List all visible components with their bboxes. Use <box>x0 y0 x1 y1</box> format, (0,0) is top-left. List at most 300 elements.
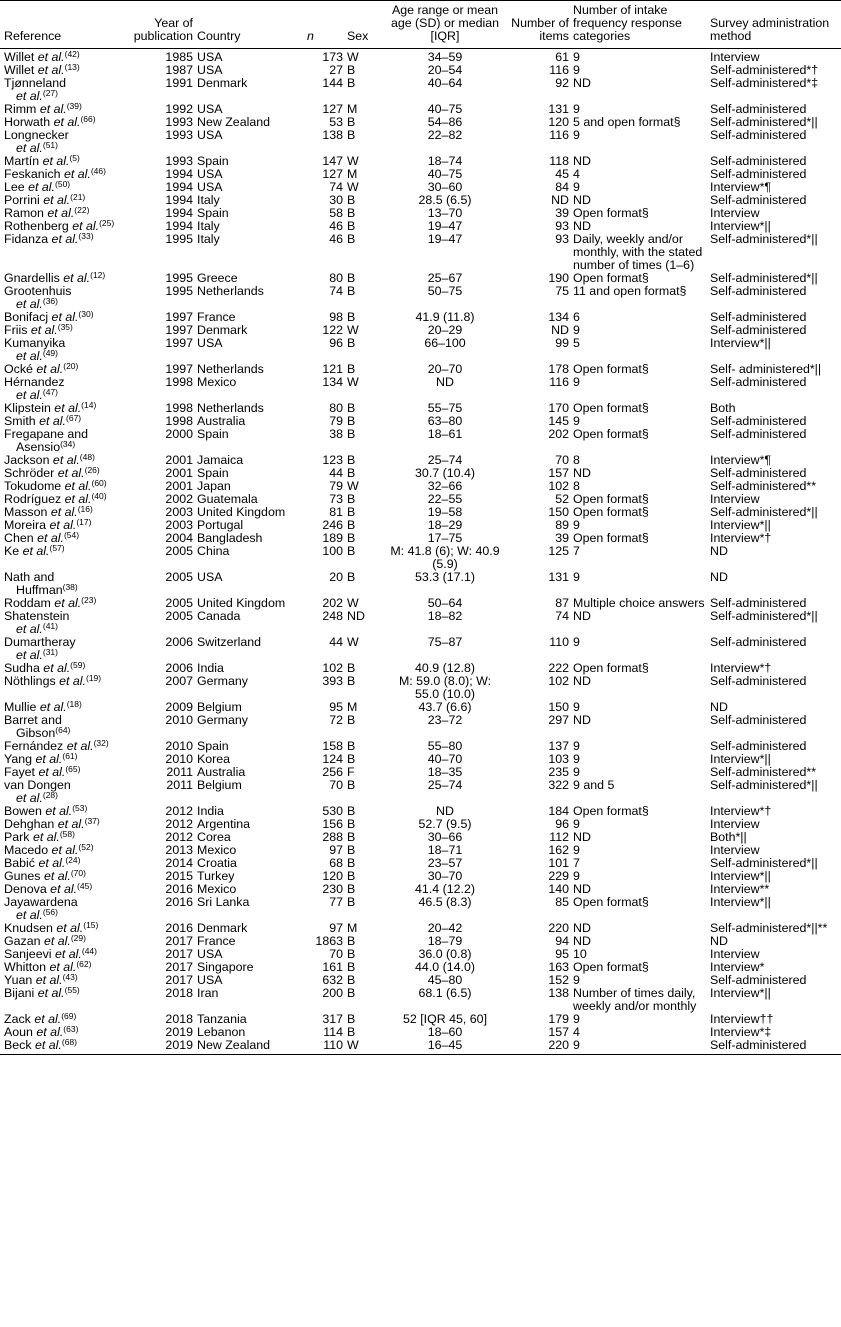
cell-country: New Zealand <box>197 1038 271 1052</box>
cell-frequency: Open format§ <box>573 401 649 415</box>
cell-frequency: 7 <box>573 544 580 558</box>
reference-author: Jackson <box>4 453 50 467</box>
table-body <box>0 49 841 1055</box>
cell-n: 138 <box>322 128 343 142</box>
reference-etal: et al. <box>39 414 67 428</box>
reference-citation: (14) <box>81 400 97 410</box>
reference-etal: et al. <box>37 986 65 1000</box>
reference-author: Yuan <box>4 973 33 987</box>
reference-etal: et al. <box>57 466 85 480</box>
cell-age: 25–74 <box>427 778 463 792</box>
cell-age: ND <box>436 375 454 389</box>
cell-sex: W <box>347 479 359 493</box>
cell-frequency: ND <box>573 466 591 480</box>
cell-frequency: 9 <box>573 323 580 337</box>
cell-frequency: Open format§ <box>573 804 649 818</box>
reference-etal: et al. <box>16 908 43 922</box>
cell-country: Bangladesh <box>197 531 263 545</box>
table-row <box>0 714 841 740</box>
cell-items: 87 <box>555 596 569 610</box>
reference-citation: (69) <box>61 1011 77 1021</box>
cell-method: Self-administered*‡ <box>710 76 819 90</box>
reference-author: Bijani <box>4 986 35 1000</box>
cell-age: 18–82 <box>427 609 463 623</box>
reference-etal: et al. <box>39 700 67 714</box>
reference-citation: (25) <box>99 218 115 228</box>
cell-method: Interview <box>710 817 760 831</box>
reference-etal: et al. <box>50 882 78 896</box>
cell-method: Interview <box>710 947 760 961</box>
cell-age: 28.5 (6.5) <box>418 193 472 207</box>
cell-sex: M <box>347 921 358 935</box>
reference-etal: et al. <box>34 1012 62 1026</box>
cell-method: Self-administered <box>710 1038 807 1052</box>
cell-n: 156 <box>322 817 343 831</box>
cell-method: Interview*¶ <box>710 180 772 194</box>
cell-items: 145 <box>548 414 569 428</box>
cell-year: 2012 <box>165 817 193 831</box>
cell-country: Italy <box>197 193 220 207</box>
reference-author: Rodríguez <box>4 492 62 506</box>
cell-frequency: 4 <box>573 1025 580 1039</box>
cell-items: 297 <box>548 713 569 727</box>
cell-country: France <box>197 934 236 948</box>
cell-frequency: ND <box>573 609 591 623</box>
cell-n: 393 <box>322 674 343 688</box>
cell-sex: B <box>347 76 356 90</box>
cell-country: Spain <box>197 154 229 168</box>
cell-reference <box>0 337 118 363</box>
cell-n: 79 <box>329 414 343 428</box>
cell-items: 102 <box>548 479 569 493</box>
cell-sex: W <box>347 375 359 389</box>
cell-sex: B <box>347 661 356 675</box>
cell-reference <box>0 987 118 1013</box>
reference-etal: et al. <box>54 401 82 415</box>
table-row <box>0 896 841 922</box>
cell-year: 2017 <box>165 960 193 974</box>
reference-author: Tjønneland <box>4 76 66 90</box>
reference-author: Schröder <box>4 466 55 480</box>
reference-citation: (59) <box>70 660 86 670</box>
cell-method: Self-administered <box>710 674 807 688</box>
cell-n: 70 <box>329 778 343 792</box>
cell-country: Spain <box>197 466 229 480</box>
reference-etal: et al. <box>16 349 43 363</box>
cell-items: 140 <box>548 882 569 896</box>
reference-author: Zack <box>4 1012 31 1026</box>
cell-method: Self-administered <box>710 466 807 480</box>
cell-country: USA <box>197 102 223 116</box>
cell-method: Self-administered <box>710 284 807 298</box>
cell-n: 44 <box>329 635 343 649</box>
cell-items: 116 <box>549 128 569 142</box>
reference-citation: (47) <box>42 387 58 397</box>
cell-country: USA <box>197 63 223 77</box>
cell-year: 1994 <box>165 206 193 220</box>
cell-country: France <box>197 310 236 324</box>
cell-items: 170 <box>548 401 569 415</box>
cell-n: 161 <box>322 960 343 974</box>
cell-frequency: 9 <box>573 102 580 116</box>
cell-frequency: Open format§ <box>573 362 649 376</box>
cell-method: Interview*|| <box>710 752 771 766</box>
cell-frequency: 9 <box>573 869 580 883</box>
reference-etal: et al. <box>51 843 79 857</box>
reference-etal: et al. <box>43 934 71 948</box>
cell-frequency: 5 and open format§ <box>573 115 681 129</box>
cell-year: 1993 <box>165 115 193 129</box>
cell-age: 30–66 <box>427 830 463 844</box>
reference-citation: (17) <box>76 517 92 527</box>
cell-method: Self-administered*|| <box>710 856 818 870</box>
cell-age: 30–60 <box>427 180 463 194</box>
cell-n: 121 <box>322 362 343 376</box>
cell-year: 2016 <box>165 882 193 896</box>
cell-n: 230 <box>322 882 343 896</box>
reference-citation: (64) <box>55 725 71 735</box>
reference-citation: (33) <box>78 231 94 241</box>
reference-citation: (28) <box>42 790 58 800</box>
cell-method: Interview*† <box>710 661 772 675</box>
reference-etal: et al. <box>16 388 43 402</box>
reference-etal: et al. <box>37 63 65 77</box>
cell-sex: B <box>347 336 356 350</box>
cell-reference <box>0 285 118 311</box>
cell-items: ND <box>551 193 569 207</box>
cell-country: Korea <box>197 752 231 766</box>
reference-citation: (42) <box>64 49 80 59</box>
reference-citation: (40) <box>91 491 107 501</box>
reference-citation: (37) <box>84 816 100 826</box>
reference-citation: (54) <box>63 530 80 540</box>
cell-reference <box>0 376 118 402</box>
cell-year: 2015 <box>165 869 193 883</box>
cell-age: 46.5 (8.3) <box>418 895 472 909</box>
cell-year: 1985 <box>165 50 193 64</box>
cell-method: Interview <box>710 206 760 220</box>
cell-items: 93 <box>555 219 569 233</box>
cell-method: Self-administered <box>710 154 807 168</box>
cell-year: 2011 <box>166 765 193 779</box>
cell-country: Mexico <box>197 882 237 896</box>
header-country: Country <box>197 29 241 43</box>
cell-items: 52 <box>555 492 569 506</box>
reference-citation: (43) <box>62 972 78 982</box>
cell-frequency: Open format§ <box>573 271 649 285</box>
cell-frequency: 9 <box>573 752 580 766</box>
reference-citation: (62) <box>76 959 92 969</box>
cell-method: Self-administered*† <box>710 63 819 77</box>
cell-items: 61 <box>555 50 569 64</box>
cell-frequency: ND <box>573 154 591 168</box>
cell-method: ND <box>710 934 728 948</box>
reference-etal: et al. <box>16 622 43 636</box>
cell-sex: B <box>347 934 356 948</box>
reference-etal: et al. <box>54 947 82 961</box>
cell-n: 20 <box>329 570 343 584</box>
cell-sex: B <box>347 115 356 129</box>
cell-age: 32–66 <box>427 479 463 493</box>
cell-reference <box>0 779 118 805</box>
cell-age: 13–70 <box>427 206 463 220</box>
cell-year: 1992 <box>165 102 193 116</box>
cell-items: 202 <box>548 427 569 441</box>
cell-country: New Zealand <box>197 115 271 129</box>
reference-author: Longnecker <box>4 128 69 142</box>
cell-year: 2016 <box>165 895 193 909</box>
cell-n: 80 <box>329 271 343 285</box>
reference-etal: et al. <box>39 102 67 116</box>
cell-country: Tanzania <box>197 1012 247 1026</box>
reference-author: Martín <box>4 154 40 168</box>
reference-citation: (34) <box>60 439 76 449</box>
reference-etal: et al. <box>50 505 78 519</box>
cell-age: 18–35 <box>427 765 463 779</box>
cell-sex: W <box>347 154 359 168</box>
cell-sex: W <box>347 180 359 194</box>
cell-items: 45 <box>555 167 569 181</box>
cell-year: 1993 <box>165 128 193 142</box>
cell-n: 124 <box>322 752 343 766</box>
reference-etal: et al. <box>30 323 58 337</box>
cell-reference <box>0 714 118 740</box>
cell-sex: B <box>347 531 356 545</box>
reference-citation: (22) <box>74 205 90 215</box>
cell-age: 53.3 (17.1) <box>415 570 475 584</box>
cell-n: 74 <box>329 284 343 298</box>
cell-year: 1995 <box>165 284 193 298</box>
cell-age: 20–70 <box>427 362 463 376</box>
cell-country: Denmark <box>197 76 248 90</box>
table-row <box>0 376 841 402</box>
reference-author: Gnardellis <box>4 271 60 285</box>
cell-year: 2010 <box>165 713 193 727</box>
reference-citation: (66) <box>80 114 96 124</box>
cell-year: 1997 <box>165 362 193 376</box>
cell-items: 222 <box>548 661 569 675</box>
reference-etal: et al. <box>35 973 63 987</box>
cell-sex: B <box>347 739 356 753</box>
reference-citation: (51) <box>42 140 58 150</box>
reference-author: Rothenberg <box>4 219 69 233</box>
cell-country: Greece <box>197 271 238 285</box>
cell-sex: B <box>347 947 356 961</box>
cell-frequency: ND <box>573 674 591 688</box>
cell-year: 2013 <box>165 843 193 857</box>
cell-n: 46 <box>329 219 343 233</box>
cell-country: USA <box>197 973 223 987</box>
cell-age: 55–80 <box>427 739 463 753</box>
reference-author: Ke <box>4 544 20 558</box>
reference-author: Porrini <box>4 193 40 207</box>
cell-method: Interview*† <box>710 531 772 545</box>
cell-year: 2003 <box>165 505 193 519</box>
cell-n: 127 <box>322 102 343 116</box>
reference-author: Dehghan <box>4 817 55 831</box>
header-frequency-categories: Number of intake frequency response categories <box>573 3 682 43</box>
cell-sex: B <box>347 466 356 480</box>
reference-citation: (18) <box>66 699 82 709</box>
cell-country: Corea <box>197 830 231 844</box>
reference-etal: et al. <box>53 115 81 129</box>
cell-age: 22–82 <box>427 128 463 142</box>
reference-etal: et al. <box>66 739 94 753</box>
cell-n: 53 <box>329 115 343 129</box>
cell-method: Self-administered <box>710 596 807 610</box>
cell-items: 157 <box>548 1025 569 1039</box>
cell-n: 58 <box>329 206 343 220</box>
cell-year: 1994 <box>165 219 193 233</box>
reference-author: Aoun <box>4 1025 33 1039</box>
reference-citation: (45) <box>77 881 93 891</box>
cell-reference <box>0 610 118 636</box>
cell-year: 1995 <box>165 271 193 285</box>
cell-frequency: 9 <box>573 1038 580 1052</box>
cell-country: Guatemala <box>197 492 258 506</box>
cell-age: 44.0 (14.0) <box>415 960 475 974</box>
reference-citation: (23) <box>81 595 97 605</box>
cell-reference <box>0 428 118 454</box>
cell-country: Mexico <box>197 843 237 857</box>
cell-method: Interview*¶ <box>710 453 772 467</box>
cell-method: ND <box>710 700 728 714</box>
cell-country: Croatia <box>197 856 237 870</box>
cell-items: 101 <box>548 856 569 870</box>
cell-sex: B <box>347 206 356 220</box>
cell-age: 40.9 (12.8) <box>415 661 475 675</box>
cell-items: 229 <box>548 869 569 883</box>
cell-sex: B <box>347 1012 356 1026</box>
cell-n: 123 <box>322 453 343 467</box>
cell-sex: B <box>347 570 356 584</box>
cell-age: 19–47 <box>427 219 463 233</box>
cell-n: 27 <box>329 63 343 77</box>
cell-frequency: Number of times daily, weekly and/or monthly <box>573 986 697 1013</box>
cell-year: 2005 <box>165 609 193 623</box>
reference-author: Gazan <box>4 934 41 948</box>
cell-n: 74 <box>329 180 343 194</box>
cell-method: Interview*|| <box>710 895 771 909</box>
cell-sex: B <box>347 856 356 870</box>
cell-items: 118 <box>549 154 569 168</box>
table-row <box>0 636 841 662</box>
cell-frequency: 8 <box>573 479 580 493</box>
cell-reference <box>0 571 118 597</box>
cell-country: Denmark <box>197 323 248 337</box>
cell-frequency: 9 <box>573 63 580 77</box>
reference-etal: et al. <box>45 804 73 818</box>
reference-citation: (38) <box>62 582 78 592</box>
cell-sex: ND <box>347 609 365 623</box>
reference-citation: (70) <box>70 868 86 878</box>
reference-etal: et al. <box>16 648 43 662</box>
cell-reference <box>0 49 118 65</box>
cell-frequency: ND <box>573 76 591 90</box>
cell-method: Self-administered*|| <box>710 609 818 623</box>
reference-citation: (5) <box>69 153 80 163</box>
cell-country: India <box>197 804 224 818</box>
reference-citation: (44) <box>81 946 97 956</box>
cell-items: 179 <box>548 1012 569 1026</box>
reference-citation: (29) <box>70 933 86 943</box>
cell-items: 162 <box>548 843 569 857</box>
cell-reference <box>0 675 118 701</box>
reference-etal: et al. <box>47 206 75 220</box>
reference-etal: et al. <box>63 271 91 285</box>
cell-reference <box>0 636 118 662</box>
cell-items: 95 <box>555 947 569 961</box>
cell-year: 1998 <box>165 414 193 428</box>
cell-sex: B <box>347 752 356 766</box>
cell-country: Australia <box>197 414 246 428</box>
cell-age: ND <box>436 804 454 818</box>
cell-age: 18–71 <box>427 843 463 857</box>
cell-country: Turkey <box>197 869 235 883</box>
cell-year: 1997 <box>165 336 193 350</box>
cell-n: 158 <box>322 739 343 753</box>
cell-n: 134 <box>322 375 343 389</box>
reference-author: Dumartheray <box>4 635 76 649</box>
cell-frequency: Multiple choice answers <box>573 596 705 610</box>
table-row <box>0 49 841 65</box>
cell-method: Self-administered <box>710 310 807 324</box>
cell-frequency: ND <box>573 882 591 896</box>
cell-country: Denmark <box>197 921 248 935</box>
cell-items: 93 <box>555 232 569 246</box>
cell-method: Interview <box>710 492 760 506</box>
reference-author: Friis <box>4 323 28 337</box>
cell-sex: B <box>347 778 356 792</box>
reference-etal: et al. <box>64 479 92 493</box>
table-row <box>0 675 841 701</box>
reference-author: Fernández <box>4 739 64 753</box>
cell-sex: B <box>347 986 356 1000</box>
reference-author: Kumanyika <box>4 336 66 350</box>
cell-method: Both <box>710 401 736 415</box>
cell-frequency: Open format§ <box>573 531 649 545</box>
cell-frequency: 9 <box>573 739 580 753</box>
reference-etal: et al. <box>16 141 43 155</box>
reference-author-cont: Gibson <box>16 726 56 740</box>
cell-country: Germany <box>197 674 248 688</box>
cell-method: Self-administered <box>710 102 807 116</box>
cell-country: Mexico <box>197 375 237 389</box>
reference-etal: et al. <box>51 232 79 246</box>
cell-items: 84 <box>555 180 569 194</box>
cell-frequency: 9 <box>573 128 580 142</box>
cell-sex: B <box>347 869 356 883</box>
cell-age: 18–29 <box>427 518 463 532</box>
cell-method: Self-administered*||** <box>710 921 828 935</box>
reference-author: Mullie <box>4 700 37 714</box>
cell-frequency: Open format§ <box>573 895 649 909</box>
cell-age: 63–80 <box>427 414 463 428</box>
cell-method: Interview <box>710 50 760 64</box>
cell-reference <box>0 233 118 272</box>
cell-year: 2017 <box>165 934 193 948</box>
cell-age: 30.7 (10.4) <box>415 466 475 480</box>
cell-country: Belgium <box>197 778 242 792</box>
reference-author: Bowen <box>4 804 42 818</box>
reference-citation: (52) <box>78 842 94 852</box>
cell-items: 94 <box>555 934 569 948</box>
cell-age: 50–75 <box>427 284 463 298</box>
reference-citation: (24) <box>65 855 81 865</box>
cell-n: 68 <box>329 856 343 870</box>
cell-sex: B <box>347 284 356 298</box>
cell-year: 1991 <box>165 76 193 90</box>
